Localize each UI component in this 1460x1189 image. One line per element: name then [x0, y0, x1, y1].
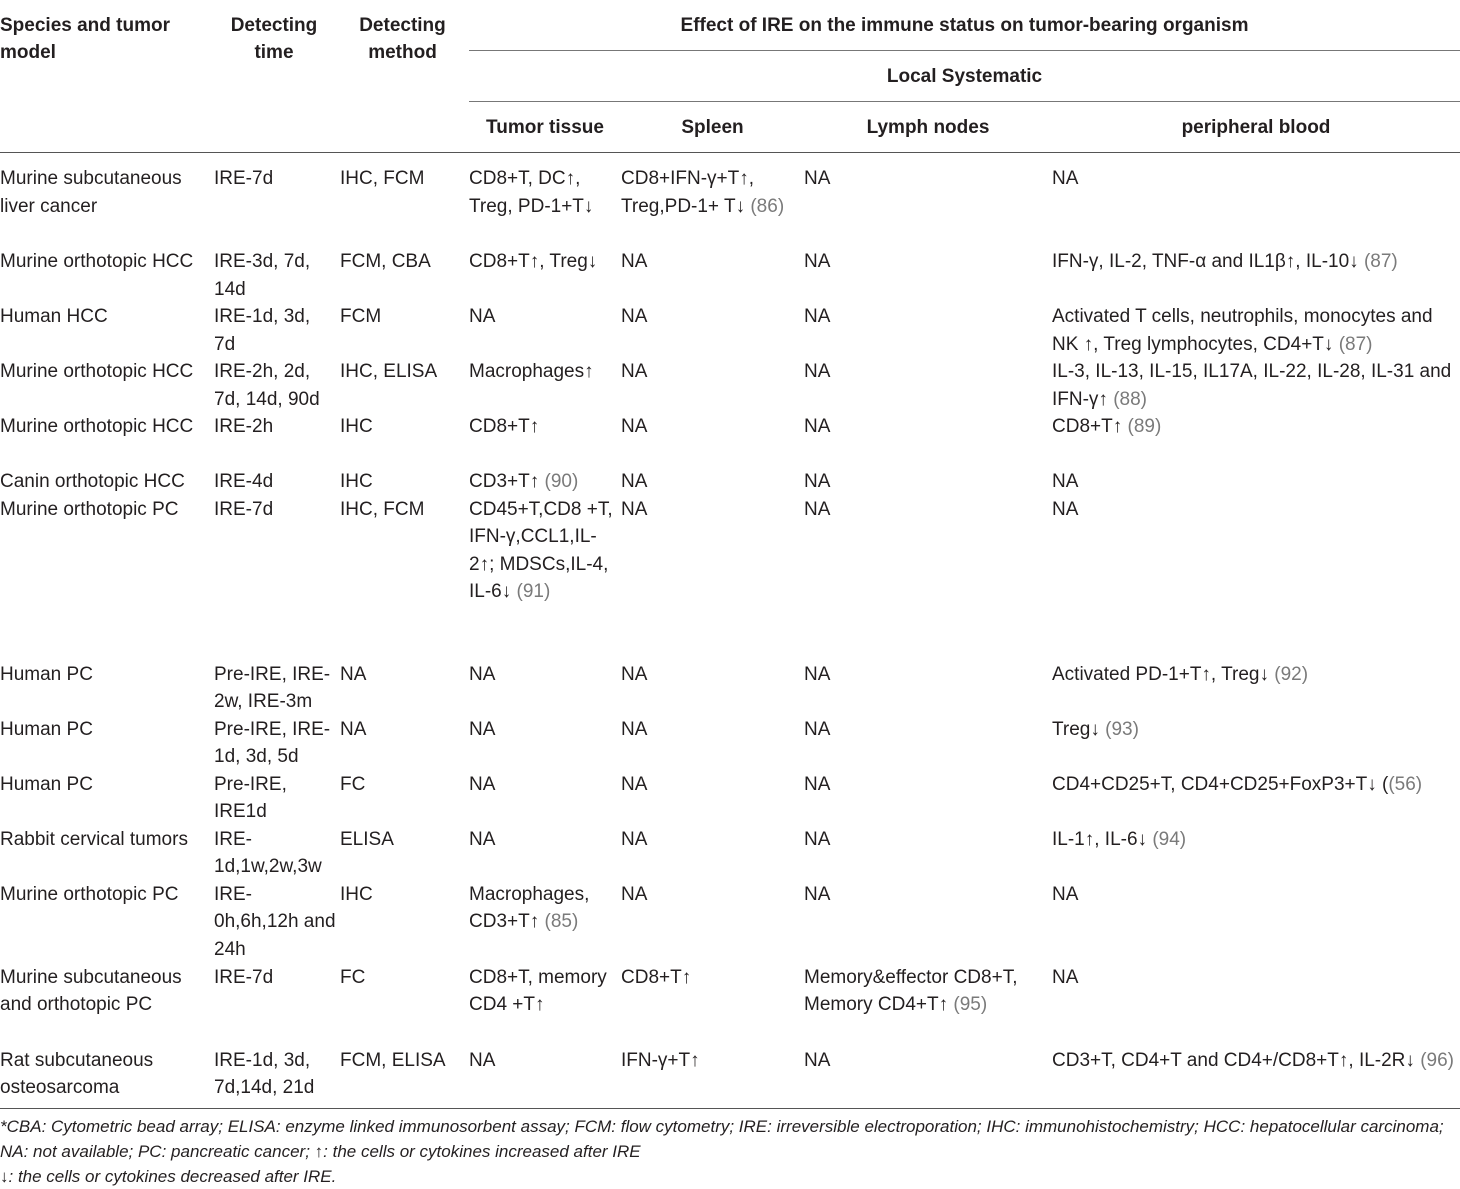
cell-lymph-nodes [804, 468, 1052, 496]
cell-lymph-nodes-text: NA [804, 306, 831, 327]
cell-peripheral-blood [1052, 661, 1460, 716]
cell-lymph-nodes [804, 881, 1052, 964]
cell-time-text: IRE-3d, 7d, 14d [214, 251, 311, 300]
cell-spleen-text: NA [621, 828, 648, 850]
cell-method-text: IHC [340, 416, 373, 437]
cell-spleen-text: NA [621, 883, 648, 905]
cell-time [212, 964, 336, 1047]
cell-method [336, 413, 469, 468]
cell-peripheral-blood-text: Treg↓ [1052, 718, 1100, 740]
cell-species [0, 413, 212, 468]
cell-lymph-nodes [804, 153, 1052, 249]
cell-spleen-text: NA [621, 663, 648, 685]
cell-method [336, 248, 469, 303]
cell-tumor-tissue-text: CD45+T,CD8 +T, IFN-γ,CCL1,IL-2↑; MDSCs,IL-4, IL-6↓ [469, 498, 613, 602]
cell-species [0, 248, 212, 303]
cell-spleen [621, 826, 804, 881]
cell-species-text: Murine orthotopic PC [0, 883, 179, 905]
col-header-tumor-tissue: Tumor tissue [469, 102, 621, 153]
cell-species [0, 881, 212, 964]
cell-species-text: Murine subcutaneous liver cancer [0, 168, 182, 217]
cell-time-text: IRE-4d [214, 471, 274, 492]
cell-time-text: Pre-IRE, IRE1d [214, 773, 287, 822]
cell-method-text: FCM, ELISA [340, 1049, 446, 1071]
cell-species [0, 358, 212, 413]
cell-tumor-tissue [469, 496, 621, 661]
cell-lymph-nodes-text: NA [804, 828, 831, 850]
cell-species [0, 826, 212, 881]
cell-peripheral-blood-text: NA [1052, 168, 1079, 189]
cell-method-text: ELISA [340, 828, 394, 850]
cell-tumor-tissue-text: CD8+T, DC↑, Treg, PD-1+T↓ [469, 168, 594, 217]
cell-peripheral-blood-text: Activated PD-1+T↑, Treg↓ [1052, 663, 1269, 685]
cell-method [336, 661, 469, 716]
cell-time-text: IRE-1d, 3d, 7d,14d, 21d [214, 1049, 315, 1098]
citation-ref: (92) [1274, 663, 1309, 685]
cell-method [336, 496, 469, 661]
col-header-species: Species and tumor model [0, 0, 212, 153]
citation-ref: (93) [1105, 718, 1139, 740]
cell-lymph-nodes-text: NA [804, 883, 831, 905]
citation-ref: (90) [544, 471, 579, 492]
cell-peripheral-blood [1052, 496, 1460, 661]
cell-spleen-text: NA [621, 471, 648, 492]
cell-tumor-tissue [469, 1047, 621, 1102]
cell-lymph-nodes [804, 248, 1052, 303]
cell-method-text: IHC, FCM [340, 498, 425, 520]
cell-method-text: IHC [340, 883, 373, 905]
cell-tumor-tissue-text: NA [469, 306, 496, 327]
cell-method [336, 716, 469, 771]
cell-time-text: IRE-1d, 3d, 7d [214, 306, 311, 355]
cell-species-text: Murine subcutaneous and orthotopic PC [0, 966, 182, 1015]
cell-lymph-nodes [804, 496, 1052, 661]
cell-lymph-nodes [804, 964, 1052, 1047]
cell-time-text: IRE-2h, 2d, 7d, 14d, 90d [214, 361, 320, 410]
cell-time [212, 881, 336, 964]
cell-tumor-tissue [469, 303, 621, 358]
cell-spleen [621, 496, 804, 661]
cell-tumor-tissue-text: CD8+T↑ [469, 416, 540, 437]
cell-spleen-text: NA [621, 361, 648, 382]
col-header-local-systematic: Local Systematic [469, 51, 1460, 102]
cell-method-text: FC [340, 966, 366, 988]
cell-method-text: IHC, ELISA [340, 361, 438, 382]
cell-time-text: IRE-7d [214, 498, 274, 520]
cell-peripheral-blood-text: Activated T cells, neutrophils, monocytes and NK ↑, Treg lymphocytes, CD4+T↓ [1052, 306, 1433, 355]
cell-lymph-nodes [804, 1047, 1052, 1102]
cell-species [0, 153, 212, 249]
cell-tumor-tissue [469, 661, 621, 716]
cell-peripheral-blood-text: IFN-γ, IL-2, TNF-α and IL1β↑, IL-10↓ [1052, 251, 1359, 272]
cell-tumor-tissue-text: NA [469, 663, 496, 685]
cell-spleen-text: NA [621, 251, 648, 272]
citation-ref: (87) [1363, 251, 1398, 272]
cell-time [212, 413, 336, 468]
col-header-lymph-nodes: Lymph nodes [804, 102, 1052, 153]
cell-species [0, 468, 212, 496]
cell-tumor-tissue-text: CD3+T↑ [469, 471, 540, 492]
cell-method-text: NA [340, 663, 367, 685]
cell-lymph-nodes [804, 771, 1052, 826]
table-body [0, 153, 1460, 1102]
cell-peripheral-blood-text: NA [1052, 966, 1079, 988]
cell-peripheral-blood-text: IL-1↑, IL-6↓ [1052, 828, 1148, 850]
cell-tumor-tissue [469, 153, 621, 249]
cell-species [0, 303, 212, 358]
cell-time [212, 248, 336, 303]
cell-species-text: Murine orthotopic HCC [0, 251, 194, 272]
table-row [0, 358, 1460, 413]
cell-lymph-nodes-text: NA [804, 361, 831, 382]
cell-species [0, 496, 212, 661]
citation-ref: (86) [750, 195, 785, 217]
cell-spleen-text: NA [621, 416, 648, 437]
cell-time [212, 1047, 336, 1102]
cell-method-text: FCM [340, 306, 382, 327]
cell-tumor-tissue [469, 716, 621, 771]
col-header-method: Detecting method [336, 0, 469, 153]
cell-time-text: IRE-1d,1w,2w,3w [214, 828, 322, 877]
cell-tumor-tissue [469, 468, 621, 496]
cell-time-text: IRE-0h,6h,12h and 24h [214, 883, 336, 960]
cell-method [336, 303, 469, 358]
cell-tumor-tissue [469, 826, 621, 881]
cell-peripheral-blood [1052, 1047, 1460, 1102]
cell-time-text: IRE-7d [214, 966, 274, 988]
cell-spleen [621, 1047, 804, 1102]
cell-peripheral-blood [1052, 248, 1460, 303]
cell-species-text: Canin orthotopic HCC [0, 471, 185, 492]
citation-ref: (95) [953, 994, 988, 1015]
cell-spleen [621, 248, 804, 303]
cell-spleen [621, 964, 804, 1047]
citation-ref: (88) [1113, 388, 1148, 410]
cell-lymph-nodes [804, 303, 1052, 358]
cell-time [212, 358, 336, 413]
cell-lymph-nodes [804, 358, 1052, 413]
cell-species [0, 661, 212, 716]
cell-lymph-nodes-text: NA [804, 1049, 831, 1071]
cell-spleen-text: CD8+IFN-γ+T↑, Treg,PD-1+ T↓ [621, 168, 755, 217]
cell-tumor-tissue-text: NA [469, 718, 496, 740]
cell-method [336, 964, 469, 1047]
cell-method [336, 153, 469, 249]
cell-lymph-nodes-text: NA [804, 773, 831, 795]
citation-ref: (56) [1388, 773, 1423, 795]
cell-method-text: FCM, CBA [340, 251, 431, 272]
cell-peripheral-blood [1052, 771, 1460, 826]
cell-peripheral-blood [1052, 716, 1460, 771]
citation-ref: (96) [1420, 1049, 1454, 1071]
table-row [0, 716, 1460, 771]
cell-time-text: Pre-IRE, IRE-1d, 3d, 5d [214, 718, 331, 767]
cell-tumor-tissue-text: Macrophages, CD3+T↑ [469, 883, 590, 932]
cell-time [212, 661, 336, 716]
cell-lymph-nodes [804, 413, 1052, 468]
table-footnote [0, 1108, 1460, 1189]
cell-spleen-text: NA [621, 718, 648, 740]
table-row [0, 303, 1460, 358]
cell-tumor-tissue-text: NA [469, 1049, 496, 1071]
cell-peripheral-blood [1052, 358, 1460, 413]
cell-peripheral-blood-text: NA [1052, 883, 1079, 905]
cell-spleen-text: IFN-γ+T↑ [621, 1049, 700, 1071]
cell-species-text: Rabbit cervical tumors [0, 828, 188, 850]
cell-peripheral-blood [1052, 303, 1460, 358]
cell-lymph-nodes-text: NA [804, 168, 831, 189]
cell-spleen [621, 413, 804, 468]
table-row [0, 153, 1460, 249]
cell-species [0, 771, 212, 826]
cell-spleen [621, 358, 804, 413]
cell-lymph-nodes-text: NA [804, 471, 831, 492]
cell-peripheral-blood [1052, 413, 1460, 468]
cell-spleen [621, 881, 804, 964]
table-row [0, 964, 1460, 1047]
cell-spleen [621, 153, 804, 249]
cell-peripheral-blood [1052, 881, 1460, 964]
citation-ref: (87) [1338, 333, 1373, 355]
cell-method [336, 826, 469, 881]
cell-lymph-nodes-text: NA [804, 663, 831, 685]
cell-species-text: Human HCC [0, 306, 108, 327]
cell-tumor-tissue-text: Macrophages↑ [469, 361, 594, 382]
cell-peripheral-blood-text: CD4+CD25+T, CD4+CD25+FoxP3+T↓ ( [1052, 773, 1389, 795]
cell-method [336, 468, 469, 496]
cell-tumor-tissue [469, 964, 621, 1047]
cell-time [212, 826, 336, 881]
cell-peripheral-blood [1052, 826, 1460, 881]
citation-ref: (85) [544, 911, 579, 932]
cell-lymph-nodes-text: NA [804, 498, 831, 520]
footnote-line-2: ↓: the cells or cytokines decreased after IRE. [0, 1167, 337, 1186]
cell-species [0, 716, 212, 771]
cell-time-text: IRE-2h [214, 416, 274, 437]
cell-tumor-tissue-text: NA [469, 773, 496, 795]
cell-tumor-tissue [469, 358, 621, 413]
cell-method-text: IHC [340, 471, 373, 492]
cell-method-text: FC [340, 773, 366, 795]
cell-method [336, 771, 469, 826]
cell-time [212, 468, 336, 496]
cell-tumor-tissue [469, 771, 621, 826]
cell-lymph-nodes-text: Memory&effector CD8+T, Memory CD4+T↑ [804, 966, 1018, 1015]
cell-tumor-tissue-text: CD8+T, memory CD4 +T↑ [469, 966, 607, 1015]
cell-method [336, 881, 469, 964]
cell-tumor-tissue [469, 881, 621, 964]
cell-method [336, 358, 469, 413]
cell-spleen-text: NA [621, 773, 648, 795]
table-row [0, 496, 1460, 661]
cell-lymph-nodes-text: NA [804, 416, 831, 437]
table-row [0, 661, 1460, 716]
cell-tumor-tissue [469, 248, 621, 303]
cell-peripheral-blood [1052, 964, 1460, 1047]
cell-method-text: NA [340, 718, 367, 740]
cell-tumor-tissue [469, 413, 621, 468]
table-row [0, 413, 1460, 468]
cell-species-text: Murine orthotopic PC [0, 498, 179, 520]
cell-time [212, 771, 336, 826]
cell-peripheral-blood-text: CD8+T↑ [1052, 416, 1123, 437]
table-row [0, 248, 1460, 303]
citation-ref: (91) [516, 581, 551, 602]
cell-time-text: Pre-IRE, IRE-2w, IRE-3m [214, 663, 331, 712]
cell-lymph-nodes [804, 661, 1052, 716]
table-row [0, 881, 1460, 964]
col-header-peripheral-blood: peripheral blood [1052, 102, 1460, 153]
cell-spleen-text: NA [621, 498, 648, 520]
cell-spleen [621, 468, 804, 496]
cell-peripheral-blood [1052, 153, 1460, 249]
cell-spleen [621, 716, 804, 771]
cell-spleen-text: CD8+T↑ [621, 966, 692, 988]
cell-time [212, 716, 336, 771]
table-row [0, 771, 1460, 826]
cell-spleen-text: NA [621, 306, 648, 327]
cell-species [0, 1047, 212, 1102]
col-header-effect: Effect of IRE on the immune status on tumor-bearing organism [680, 15, 1249, 36]
cell-lymph-nodes-text: NA [804, 251, 831, 272]
cell-lymph-nodes [804, 716, 1052, 771]
cell-species-text: Human PC [0, 773, 93, 795]
cell-spleen [621, 661, 804, 716]
cell-species-text: Murine orthotopic HCC [0, 416, 194, 437]
cell-time [212, 496, 336, 661]
cell-lymph-nodes-text: NA [804, 718, 831, 740]
cell-peripheral-blood-text: IL-3, IL-13, IL-15, IL17A, IL-22, IL-28, IL-31 and IFN-γ↑ [1052, 361, 1452, 410]
col-header-time: Detecting time [212, 0, 336, 153]
cell-spleen [621, 771, 804, 826]
cell-spleen [621, 303, 804, 358]
cell-peripheral-blood-text: CD3+T, CD4+T and CD4+/CD8+T↑, IL-2R↓ [1052, 1049, 1415, 1071]
cell-peripheral-blood-text: NA [1052, 498, 1079, 520]
citation-ref: (89) [1127, 416, 1162, 437]
table-row [0, 826, 1460, 881]
cell-species-text: Rat subcutaneous osteosarcoma [0, 1049, 154, 1098]
cell-time-text: IRE-7d [214, 168, 274, 189]
cell-method-text: IHC, FCM [340, 168, 425, 189]
cell-time [212, 153, 336, 249]
cell-species-text: Human PC [0, 663, 93, 685]
cell-species [0, 964, 212, 1047]
cell-species-text: Human PC [0, 718, 93, 740]
cell-peripheral-blood-text: NA [1052, 471, 1079, 492]
cell-tumor-tissue-text: NA [469, 828, 496, 850]
citation-ref: (94) [1152, 828, 1187, 850]
table-row [0, 468, 1460, 496]
cell-method [336, 1047, 469, 1102]
cell-species-text: Murine orthotopic HCC [0, 361, 194, 382]
table-row [0, 1047, 1460, 1102]
cell-lymph-nodes [804, 826, 1052, 881]
cell-time [212, 303, 336, 358]
col-header-spleen: Spleen [621, 102, 804, 153]
cell-peripheral-blood [1052, 468, 1460, 496]
cell-tumor-tissue-text: CD8+T↑, Treg↓ [469, 251, 598, 272]
footnote-line-1: *CBA: Cytometric bead array; ELISA: enzyme linked immunosorbent assay; FCM: flow cytometry; IRE: irreversible electroporation; IHC: immunohistochemistry; HCC: hepatocellular carcinoma; NA: not available; PC: pancreatic cancer; ↑: the cells or cytokines increased after IRE [0, 1117, 1444, 1161]
